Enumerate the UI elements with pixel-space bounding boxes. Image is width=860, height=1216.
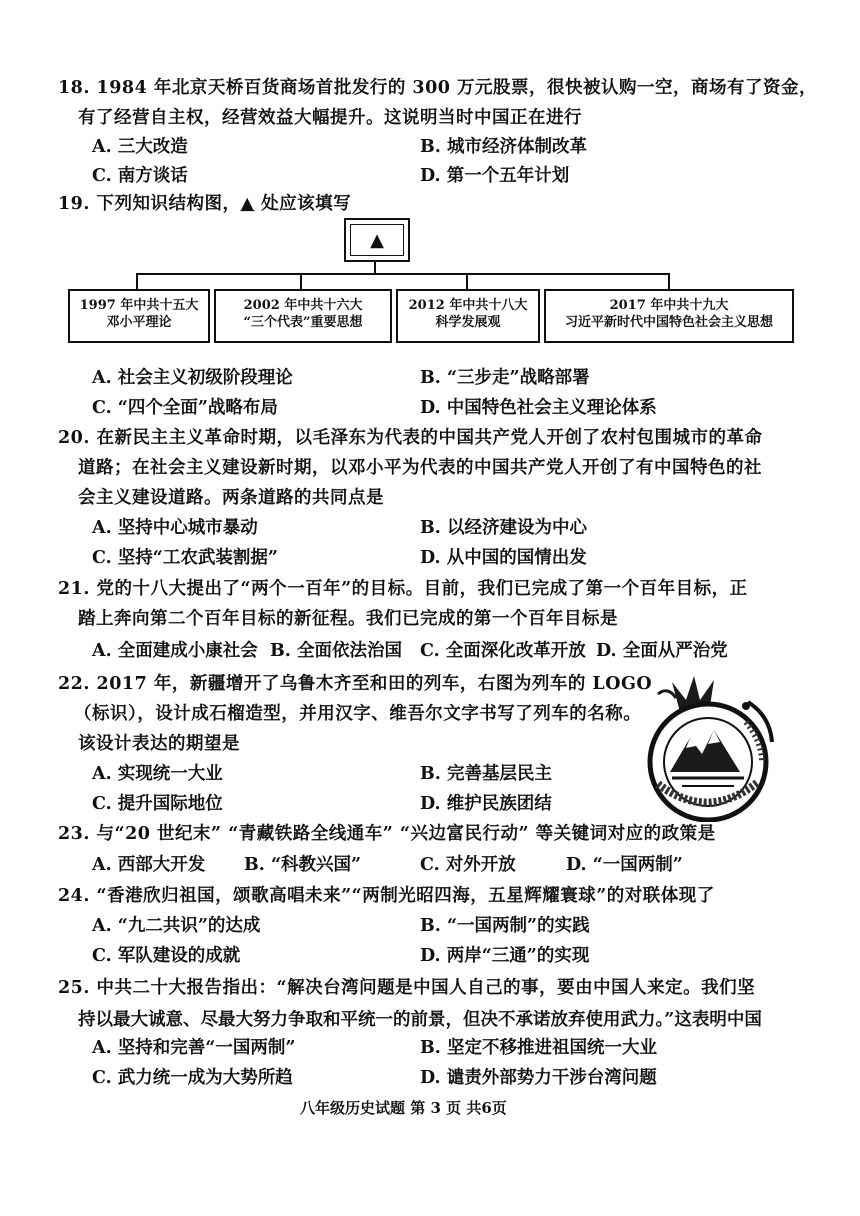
diagram-connector-horizontal [136,273,670,275]
diagram-box-3-line1: 2012 年中共十八大 [408,298,528,313]
diagram-box-4-line1: 2017 年中共十九大 [609,298,729,313]
q24-option-d: D. 两岸“三通”的实现 [420,946,590,966]
diagram-connector-4 [668,273,670,290]
q21-stem-line2: 踏上奔向第二个百年目标的新征程。我们已完成的第一个百年目标是 [78,609,618,629]
diagram-box-3-line2: 科学发展观 [435,315,501,330]
q22-stem-line3: 该设计表达的期望是 [78,734,240,754]
q23-option-c: C. 对外开放 [420,855,516,875]
q25-option-c: C. 武力统一成为大势所趋 [92,1068,293,1088]
diagram-box-2-line1: 2002 年中共十六大 [243,298,363,313]
diagram-box-1 [68,289,210,343]
q19-option-d: D. 中国特色社会主义理论体系 [420,398,657,418]
diagram-box-1-line2: 邓小平理论 [106,315,172,330]
diagram-box-1-line1: 1997 年中共十五大 [79,298,199,313]
q22-stem-line2: （标识），设计成石榴造型，并用汉字、维吾尔文字书写了列车的名称。 [74,704,642,724]
q21-option-b: B. 全面依法治国 [270,641,402,661]
diagram-connector-1 [136,273,138,290]
q25-option-b: B. 坚定不移推进祖国统一大业 [420,1038,657,1058]
diagram-top-label: ▲ [350,224,404,256]
diagram-connector-2 [300,273,302,290]
q22-option-d: D. 维护民族团结 [420,794,552,814]
q19-stem-prefix: 19. 下列知识结构图， [58,194,241,214]
q23-option-d: D. “一国两制” [566,855,683,875]
q21-option-a: A. 全面建成小康社会 [92,641,258,661]
q22-stem-line1: 22. 2017 年，新疆增开了乌鲁木齐至和田的列车，右图为列车的 LOGO [58,674,653,694]
pomegranate-logo-icon [628,672,780,822]
q25-option-a: A. 坚持和完善“一国两制” [92,1038,296,1058]
q22-option-b: B. 完善基层民主 [420,764,552,784]
q21-option-d: D. 全面从严治党 [596,641,728,661]
diagram-top-box [344,218,410,262]
q18-option-b: B. 城市经济体制改革 [420,137,587,157]
diagram-box-4 [544,289,794,343]
q24-option-b: B. “一国两制”的实践 [420,916,590,936]
q18-stem-line2: 有了经营自主权，经营效益大幅提升。这说明当时中国正在进行 [78,108,582,128]
q25-stem-line1: 25. 中共二十大报告指出：“解决台湾问题是中国人自己的事，要由中国人来定。我们坚 [58,978,756,998]
q23-stem-line1: 23. 与“20 世纪末” “青藏铁路全线通车” “兴边富民行动” 等关键词对应的政策是 [58,824,716,844]
q20-stem-line1: 20. 在新民主主义革命时期，以毛泽东为代表的中国共产党人开创了农村包围城市的革命 [58,428,763,448]
q19-stem [58,192,351,216]
diagram-connector-3 [466,273,468,290]
train-logo-image [628,672,780,822]
q24-option-c: C. 军队建设的成就 [92,946,241,966]
diagram-box-4-line2: 习近平新时代中国特色社会主义思想 [564,315,773,330]
q19-option-b: B. “三步走”战略部署 [420,368,590,388]
q18-option-c: C. 南方谈话 [92,166,188,186]
q18-stem-line1: 18. 1984 年北京天桥百货商场首批发行的 300 万元股票，很快被认购一空，商场有了资金， [58,78,818,98]
q20-stem-line2: 道路；在社会主义建设新时期，以邓小平为代表的中国共产党人开创了有中国特色的社 [78,458,762,478]
q23-option-b: B. “科教兴国” [244,855,362,875]
q20-option-a: A. 坚持中心城市暴动 [92,518,258,538]
q20-option-b: B. 以经济建设为中心 [420,518,587,538]
q19-option-c: C. “四个全面”战略布局 [92,398,278,418]
diagram-connector-vertical [374,260,376,274]
q19-triangle-blank: ▲ [240,194,255,214]
q19-stem-suffix: 处应该填写 [254,194,352,214]
q24-stem-line1: 24. “香港欣归祖国，颂歌高唱未来”“两制光昭四海，五星辉耀寰球”的对联体现了 [58,886,715,906]
diagram-box-2 [214,289,392,343]
q24-option-a: A. “九二共识”的达成 [92,916,261,936]
q22-option-c: C. 提升国际地位 [92,794,223,814]
q23-option-a: A. 西部大开发 [92,855,206,875]
q22-option-a: A. 实现统一大业 [92,764,223,784]
q21-stem-line1: 21. 党的十八大提出了“两个一百年”的目标。目前，我们已完成了第一个百年目标，正 [58,579,748,599]
page-footer: 八年级历史试题 第 3 页 共6页 [300,1099,507,1117]
q20-option-d: D. 从中国的国情出发 [420,548,587,568]
diagram-box-3 [396,289,540,343]
diagram-box-2-line2: “三个代表”重要思想 [243,315,363,330]
q21-option-c: C. 全面深化改革开放 [420,641,586,661]
q20-stem-line3: 会主义建设道路。两条道路的共同点是 [78,488,384,508]
q25-option-d: D. 谴责外部势力干涉台湾问题 [420,1068,657,1088]
q18-option-d: D. 第一个五年计划 [420,166,570,186]
q25-stem-line2: 持以最大诚意、尽最大努力争取和平统一的前景，但决不承诺放弃使用武力。”这表明中国 [78,1010,762,1030]
q20-option-c: C. 坚持“工农武装割据” [92,548,278,568]
q19-option-a: A. 社会主义初级阶段理论 [92,368,293,388]
q18-option-a: A. 三大改造 [92,137,188,157]
